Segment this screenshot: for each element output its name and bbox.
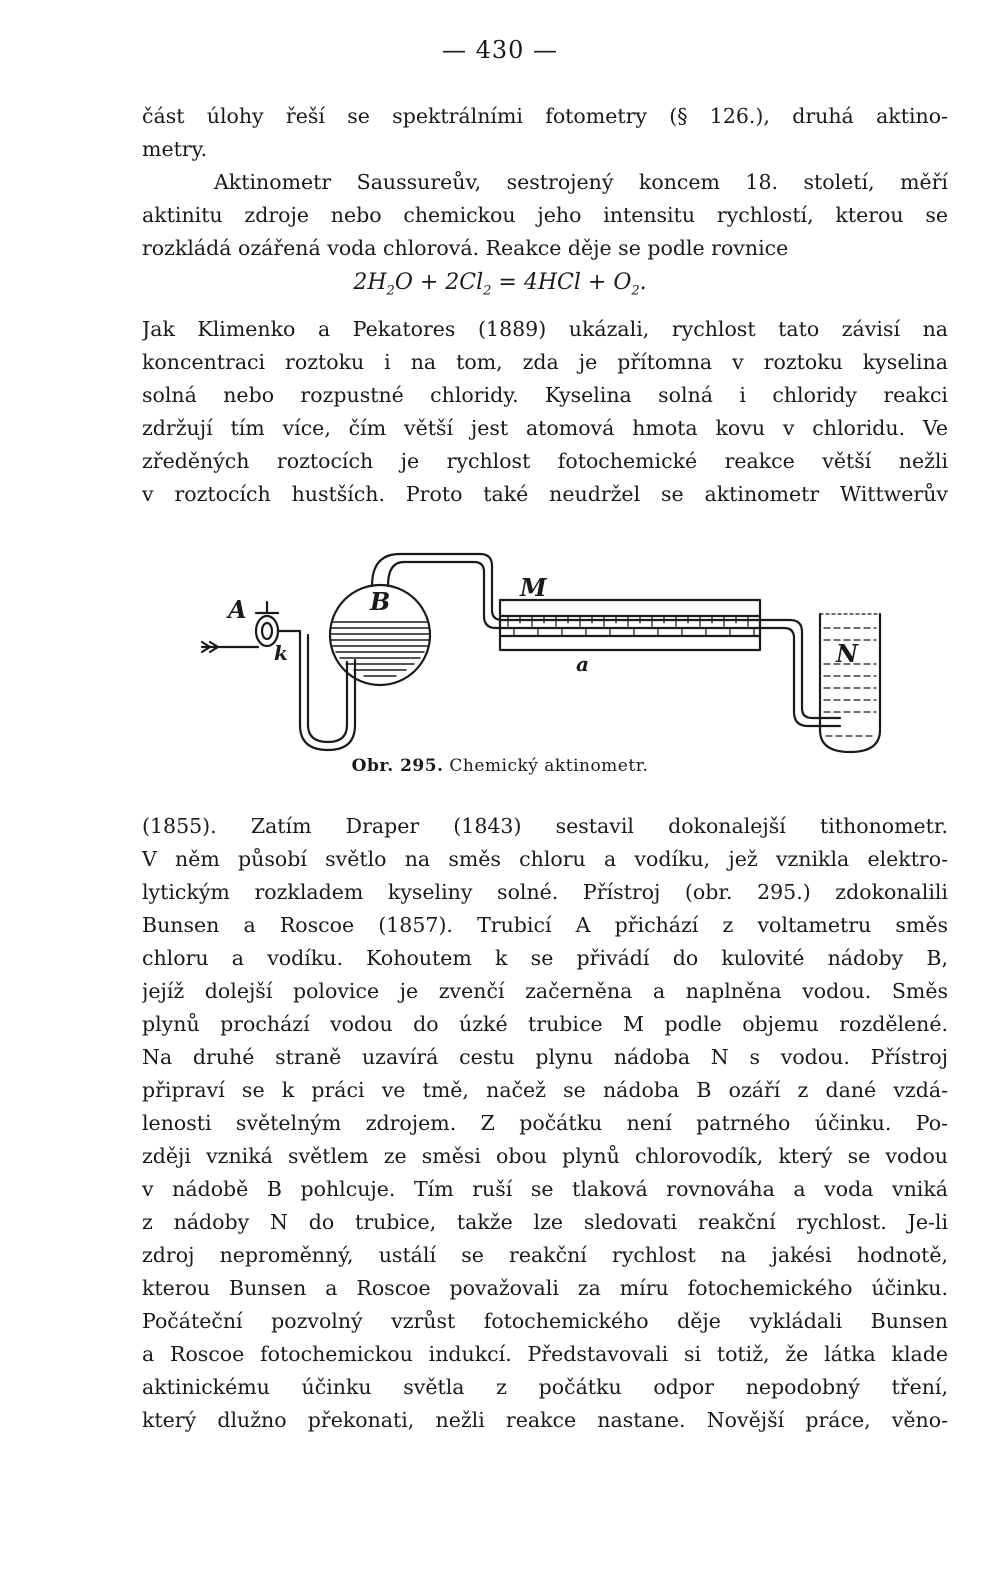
text-line: koncentraci roztoku i na tom, zda je přítomna v roztoku kyselina xyxy=(142,350,948,374)
chemical-equation: $2H_2O + 2Cl_2 = 4HCl + O_2$. xyxy=(353,270,647,299)
text-line: aktinickému účinku světla z počátku odpor nepodobný tření, xyxy=(142,1375,948,1399)
paragraph-middle xyxy=(142,313,948,511)
text-line: část úlohy řeší se spektrálními fotometry (§ 126.), druhá aktino- xyxy=(142,104,948,128)
vessel-n xyxy=(820,614,880,752)
label-a-upper: A xyxy=(228,595,247,624)
text-line: zdržují tím více, čím větší jest atomová hmota kovu v chloridu. Ve xyxy=(142,416,948,440)
text-line: metry. xyxy=(142,137,207,161)
text-line: v roztocích hustších. Proto také neudržel se aktinometr Wittwerův xyxy=(142,482,948,506)
text-line: zředěných roztocích je rychlost fotochemické reakce větší nežli xyxy=(142,449,948,473)
text-line: plynů prochází vodou do úzké trubice M podle objemu rozdělené. xyxy=(142,1012,948,1036)
text-line: lenosti světelným zdrojem. Z počátku není patrného účinku. Po- xyxy=(142,1111,948,1135)
text-line: lytickým rozkladem kyseliny solné. Přístroj (obr. 295.) zdokonalili xyxy=(142,880,948,904)
paragraph-top xyxy=(142,100,948,265)
text-line: chloru a vodíku. Kohoutem k se přivádí do kulovité nádoby B, xyxy=(142,946,948,970)
text-line: aktinitu zdroje nebo chemickou jeho intensitu rychlostí, kterou se xyxy=(142,203,948,227)
text-line: v nádobě B pohlcuje. Tím ruší se tlaková rovnováha a voda vniká xyxy=(142,1177,948,1201)
text-line: zdroj neproměnný, ustálí se reakční rychlost na jakési hodnotě, xyxy=(142,1243,948,1267)
page-number: — 430 — xyxy=(441,36,559,64)
label-a-lower: a xyxy=(576,652,589,676)
text-line: který dlužno překonati, nežli reakce nastane. Novější práce, věno- xyxy=(142,1408,948,1432)
text-line: rozkládá ozářená voda chlorová. Reakce děje se podle rovnice xyxy=(142,236,789,260)
text-line: kterou Bunsen a Roscoe považovali za míru fotochemického účinku. xyxy=(142,1276,948,1300)
actinometer-figure xyxy=(150,540,910,780)
text-line: zději vzniká světlem ze směsi obou plynů chlorovodík, který se vodou xyxy=(142,1144,948,1168)
text-line: Počáteční pozvolný vzrůst fotochemického děje vykládali Bunsen xyxy=(142,1309,948,1333)
caption-text: Chemický aktinometr. xyxy=(449,756,649,776)
text-line: Bunsen a Roscoe (1857). Trubicí A přichází z voltametru směs xyxy=(142,913,948,937)
label-k: k xyxy=(274,641,288,665)
text-line: Aktinometr Saussureův, sestrojený koncem 18. století, měří xyxy=(214,170,948,194)
text-line: (1855). Zatím Draper (1843) sestavil dokonalejší tithonometr. xyxy=(142,814,948,838)
text-line: Jak Klimenko a Pekatores (1889) ukázali, rychlost tato závisí na xyxy=(142,317,948,341)
paragraph-bottom xyxy=(142,810,948,1437)
text-line: jejíž dolejší polovice je zvenčí začerněna a naplněna vodou. Směs xyxy=(142,979,948,1003)
caption-number: Obr. 295. xyxy=(351,756,444,776)
text-line: solná nebo rozpustné chloridy. Kyselina solná i chloridy reakci xyxy=(142,383,948,407)
text-line: z nádoby N do trubice, takže lze sledovati reakční rychlost. Je-li xyxy=(142,1210,948,1234)
label-b: B xyxy=(370,587,391,616)
text-line: Na druhé straně uzavírá cestu plynu nádoba N s vodou. Přístroj xyxy=(142,1045,948,1069)
text-line: a Roscoe fotochemickou indukcí. Představovali si totiž, že látka klade xyxy=(142,1342,948,1366)
figure-caption xyxy=(0,756,1000,776)
text-line: V něm působí světlo na směs chloru a vodíku, jež vznikla elektro- xyxy=(142,847,948,871)
label-n: N xyxy=(836,639,858,668)
label-m: M xyxy=(520,573,547,602)
text-line: připraví se k práci ve tmě, načež se nádoba B ozáří z dané vzdá- xyxy=(142,1078,948,1102)
graduated-tube-m xyxy=(500,600,760,650)
